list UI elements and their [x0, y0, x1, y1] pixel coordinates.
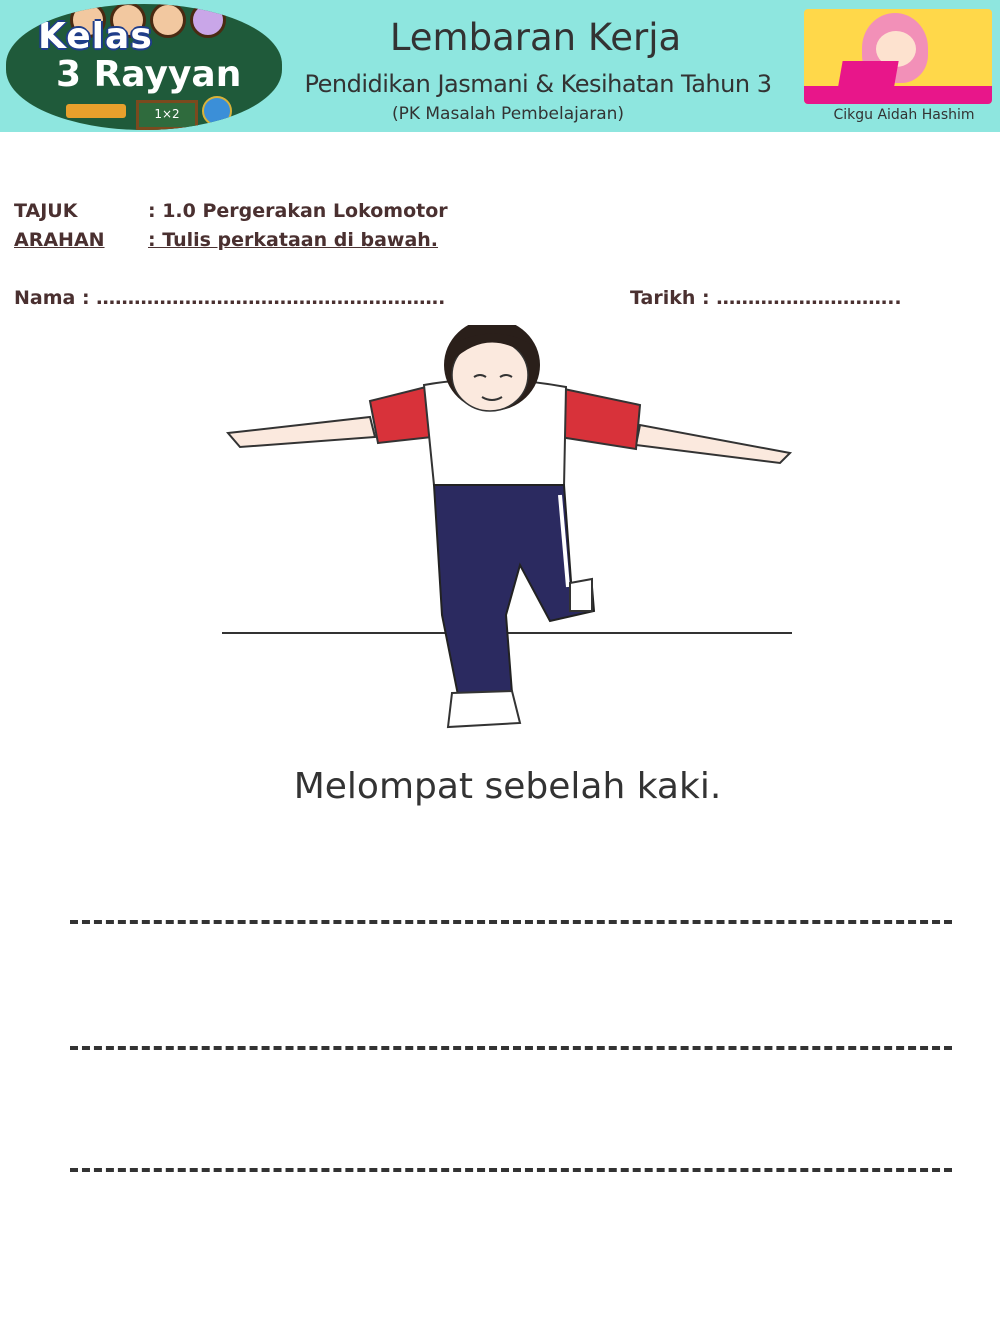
worksheet-subtitle: Pendidikan Jasmani & Kesihatan Tahun 3: [304, 70, 772, 98]
tajuk-label: TAJUK: [14, 200, 78, 222]
kid-icon: [150, 4, 186, 38]
logo-text-class: 3 Rayyan: [56, 54, 242, 95]
arahan-value: : Tulis perkataan di bawah.: [148, 229, 439, 251]
globe-icon: [202, 96, 232, 126]
teacher-avatar: [804, 9, 992, 104]
class-logo: [6, 4, 282, 130]
answer-line[interactable]: [70, 920, 952, 924]
kid-icon: [190, 4, 226, 38]
tarikh-field[interactable]: Tarikh : ………………………..: [630, 287, 902, 309]
laptop-icon: [837, 61, 898, 91]
picture-caption: Melompat sebelah kaki.: [293, 766, 722, 807]
books-icon: [66, 104, 126, 118]
logo-text-kelas: Kelas: [38, 16, 153, 57]
answer-line[interactable]: [70, 1046, 952, 1050]
hopping-girl-illustration: [220, 325, 800, 735]
answer-line[interactable]: [70, 1168, 952, 1172]
author-name: Cikgu Aidah Hashim: [833, 107, 975, 123]
tajuk-value: : 1.0 Pergerakan Lokomotor: [148, 200, 448, 222]
arahan-label: ARAHAN: [14, 229, 105, 251]
worksheet-title: Lembaran Kerja: [389, 16, 682, 59]
nama-field[interactable]: Nama : ……………………………………………….: [14, 287, 446, 309]
worksheet-note: (PK Masalah Pembelajaran): [391, 104, 625, 124]
chalkboard-icon: 1×2: [136, 100, 198, 130]
